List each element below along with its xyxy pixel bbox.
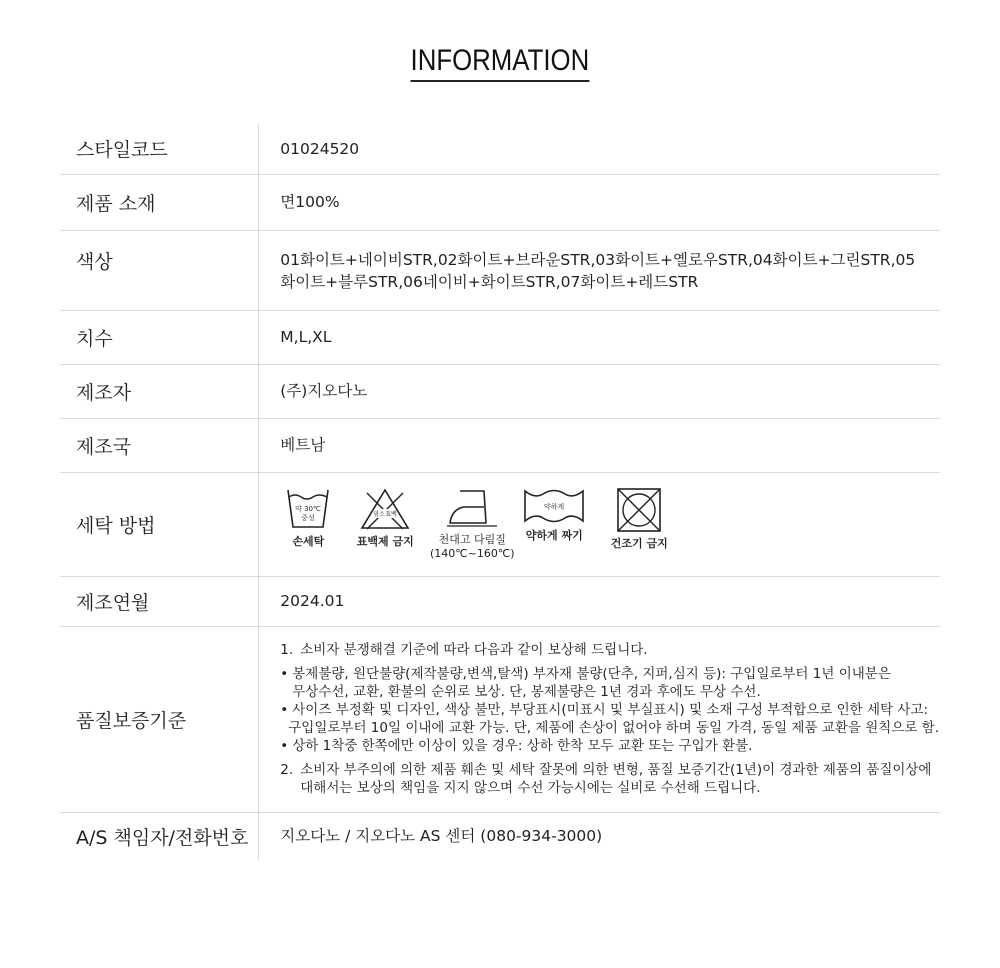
row-country xyxy=(60,418,940,472)
bullet-mark: • xyxy=(280,702,289,718)
row-quality xyxy=(60,626,940,812)
no-bleach-chlorine: 염소 xyxy=(373,511,386,518)
quality-item-2-a: 소비자 부주의에 의한 제품 훼손 및 세탁 잘못에 의한 변형, 품질 보증기간(1년)이 경과한 제품의 품질이상에 xyxy=(300,762,932,778)
quality-item-2 xyxy=(280,761,939,779)
color-value xyxy=(259,230,940,310)
quality-item-1 xyxy=(280,641,939,659)
quality-item-1-text: 소비자 분쟁해결 기준에 따라 다음과 같이 보상해 드립니다. xyxy=(300,642,648,658)
quality-bullet-1-a: 봉제불량, 원단불량(제작불량,변색,탈색) 부자재 불량(단추, 지퍼,심지 등): 구입일로부터 1년 이내분은 xyxy=(292,666,891,682)
wash-label: 세탁 방법 xyxy=(60,472,259,576)
quality-bullet-2 xyxy=(280,701,939,719)
no-dry-icon xyxy=(616,487,662,533)
care-iron xyxy=(427,487,517,561)
size-value: M,L,XL xyxy=(259,310,940,364)
care-icons xyxy=(273,487,939,561)
quality-bullet-3-text: 상하 1착중 한쪽에만 이상이 있을 경우: 상하 한착 모두 교환 또는 구입가 환불. xyxy=(292,738,753,754)
as-label: A/S 책임자/전화번호 xyxy=(60,812,259,860)
no-bleach-icon xyxy=(359,487,411,531)
care-hand-wash xyxy=(273,487,343,549)
as-value: 지오다노 / 지오다노 AS 센터 (080-934-3000) xyxy=(280,827,603,846)
color-label: 색상 xyxy=(60,230,259,310)
care-no-dry xyxy=(599,487,679,551)
date-label: 제조연월 xyxy=(60,576,259,626)
gentle-wring-text: 약하게 xyxy=(544,503,565,511)
country-value: 베트남 xyxy=(259,418,940,472)
row-color xyxy=(60,230,940,310)
date-value: 2024.01 xyxy=(259,576,940,626)
no-bleach-bleach: 표백 xyxy=(385,511,398,518)
maker-label: 제조자 xyxy=(60,364,259,418)
bullet-mark: • xyxy=(280,738,289,754)
quality-bullet-2-b: 구입일로부터 10일 이내에 교환 가능. 단, 제품에 손상이 없어야 하며 동일 가격, 동일 제품 교환을 원칙으로 함. xyxy=(288,720,939,736)
quality-item-2-b: 대해서는 보상의 책임을 지지 않으며 수선 가능시에는 실비로 수선해 드립니다. xyxy=(300,780,761,796)
no-bleach-label: 표백제 금지 xyxy=(356,535,414,548)
gentle-wring-icon xyxy=(523,487,585,525)
iron-icon xyxy=(446,487,498,527)
row-as xyxy=(60,812,940,860)
quality-label: 품질보증기준 xyxy=(60,626,259,812)
care-no-bleach xyxy=(345,487,425,549)
row-date xyxy=(60,576,940,626)
material-value: 면100% xyxy=(259,174,940,230)
page-title: INFORMATION xyxy=(411,44,590,82)
quality-bullet-1-b: 무상수선, 교환, 환불의 순위로 보상. 단, 봉제불량은 1년 경과 후에도 무상 수선. xyxy=(292,684,761,700)
iron-temp-label: (140℃~160℃) xyxy=(430,547,515,560)
material-label: 제품 소재 xyxy=(60,174,259,230)
gentle-wring-label: 약하게 짜기 xyxy=(525,529,583,542)
color-value-line2: 화이트+블루STR,06네이비+화이트STR,07화이트+레드STR xyxy=(280,272,699,291)
row-material xyxy=(60,174,940,230)
style-code-label: 스타일코드 xyxy=(60,124,259,174)
hand-wash-label: 손세탁 xyxy=(292,535,325,548)
product-info-table xyxy=(60,124,940,860)
quality-bullet-2-a: 사이즈 부정확 및 디자인, 색상 불만, 부당표시(미표시 및 부실표시) 및 소재 구성 부적합으로 인한 세탁 사고: xyxy=(292,702,929,718)
quality-bullet-1 xyxy=(280,665,939,683)
row-style-code xyxy=(60,124,940,174)
maker-value: (주)지오다노 xyxy=(259,364,940,418)
wash-value xyxy=(259,472,940,576)
row-size xyxy=(60,310,940,364)
quality-bullet-3 xyxy=(280,737,939,755)
quality-item-1-num: 1. xyxy=(280,642,294,658)
no-dry-label: 건조기 금지 xyxy=(610,537,668,550)
quality-item-2-num: 2. xyxy=(280,762,294,778)
page-title-wrap xyxy=(0,44,1000,82)
row-wash xyxy=(60,472,940,576)
style-code-value: 01024520 xyxy=(259,124,940,174)
hand-wash-temp: 약 30℃ xyxy=(295,505,322,513)
hand-wash-icon xyxy=(285,487,331,531)
size-label: 치수 xyxy=(60,310,259,364)
bullet-mark: • xyxy=(280,666,289,682)
row-maker xyxy=(60,364,940,418)
quality-value xyxy=(259,626,940,812)
country-label: 제조국 xyxy=(60,418,259,472)
care-gentle-wring xyxy=(519,487,589,543)
iron-label: 천대고 다림질 xyxy=(438,533,506,546)
hand-wash-neutral: 중성 xyxy=(301,514,316,522)
color-value-line1: 01화이트+네이비STR,02화이트+브라운STR,03화이트+옐로우STR,04화이트+그린STR,05 xyxy=(280,250,916,269)
